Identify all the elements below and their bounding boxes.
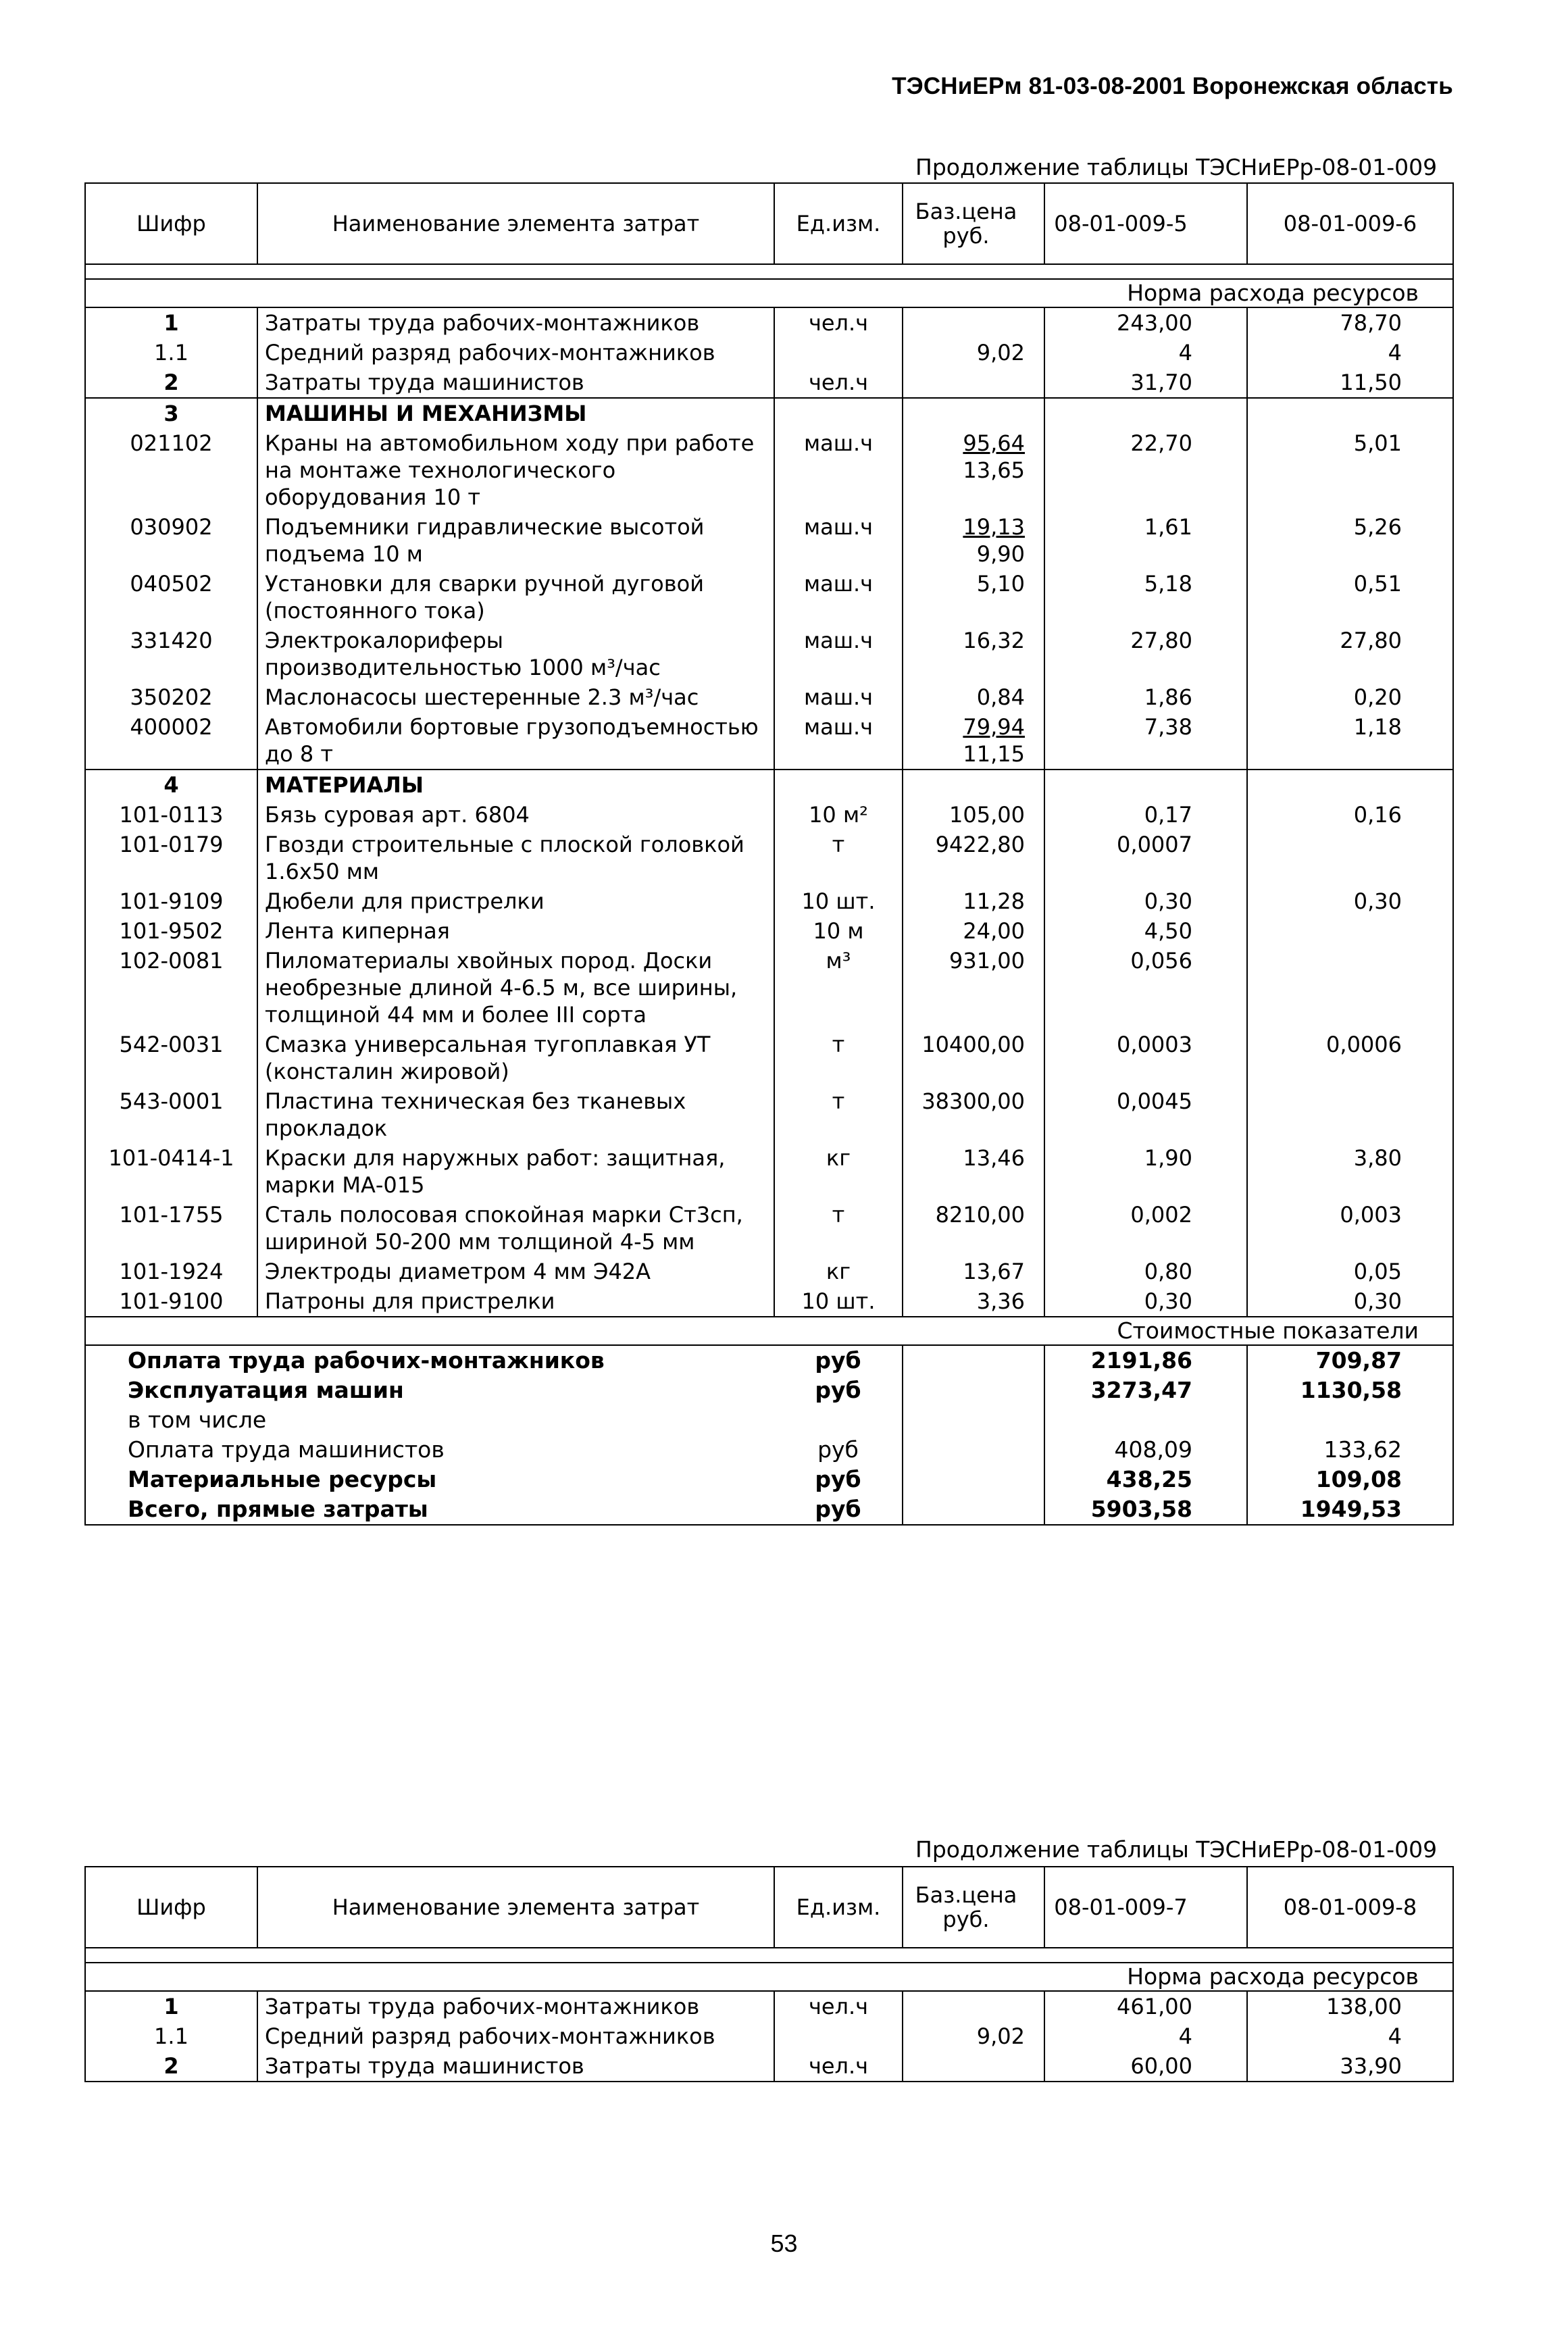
summary-spacer — [903, 1345, 1044, 1376]
summary-unit: руб — [817, 1436, 859, 1463]
norm-value-1: 0,056 — [1044, 946, 1247, 1030]
column-header-unit: Ед.изм. — [774, 1867, 903, 1948]
resource-norms-table-1 — [84, 182, 1454, 1526]
column-header-name: Наименование элемента затрат — [257, 1867, 774, 1948]
resource-name: Установки для сварки ручной дуговой (постоянного тока) — [257, 569, 774, 626]
norm-value-2: 5,26 — [1353, 514, 1402, 540]
norm-label: Норма расхода ресурсов — [85, 1963, 1453, 1991]
resource-name: Патроны для пристрелки — [257, 1286, 774, 1317]
norm-value-1 — [1044, 770, 1247, 800]
resource-unit: маш.ч — [774, 428, 903, 512]
base-price — [903, 1143, 1044, 1200]
norm-label-row — [85, 279, 1453, 307]
spacer-cell — [85, 264, 257, 279]
summary-row — [85, 1494, 1453, 1525]
base-price — [903, 712, 1044, 770]
spacer-cell — [903, 264, 1044, 279]
norm-value-2 — [1247, 398, 1453, 428]
resource-name: Затраты труда рабочих-монтажников — [257, 307, 774, 338]
resource-code: 1 — [85, 307, 257, 338]
norm-value-1: 1,86 — [1044, 682, 1247, 712]
norm-value-2: 0,05 — [1353, 1259, 1402, 1284]
base-price-value: 13,46 — [963, 1145, 1025, 1171]
norm-value-1: 0,80 — [1044, 1257, 1247, 1286]
norm-value-2: 0,003 — [1340, 1202, 1402, 1228]
summary-value-2: 1130,58 — [1300, 1377, 1402, 1403]
resource-name: МАШИНЫ И МЕХАНИЗМЫ — [257, 398, 774, 428]
norm-value-2 — [1247, 770, 1453, 800]
table-row — [85, 1200, 1453, 1257]
document-title: ТЭСНиЕРм 81-03-08-2001 Воронежская область — [892, 73, 1453, 99]
table-row — [85, 338, 1453, 368]
summary-label: Эксплуатация машин — [128, 1377, 404, 1403]
resource-code: 101-0414-1 — [85, 1143, 257, 1200]
table-row — [85, 1257, 1453, 1286]
resource-norms-table-2 — [84, 1866, 1454, 2082]
base-price-value: 79,94 — [963, 714, 1025, 740]
norm-value-1: 60,00 — [1044, 2051, 1247, 2082]
resource-unit: т — [774, 1200, 903, 1257]
resource-code: 1.1 — [85, 2021, 257, 2051]
column-header-code: Шифр — [85, 183, 257, 264]
base-price — [903, 626, 1044, 682]
base-price-value: 5,10 — [976, 571, 1025, 597]
base-price — [903, 682, 1044, 712]
resource-name: Гвозди строительные с плоской головкой 1.6x50 мм — [257, 830, 774, 886]
resource-name: Подъемники гидравлические высотой подъема 10 м — [257, 512, 774, 569]
summary-spacer — [903, 1435, 1044, 1465]
base-price-value: 0,84 — [976, 684, 1025, 710]
operator-wage-price: 9,90 — [976, 541, 1025, 567]
norm-value-2: 138,00 — [1326, 1994, 1402, 2019]
resource-unit: кг — [774, 1257, 903, 1286]
resource-unit: маш.ч — [774, 682, 903, 712]
resource-unit: маш.ч — [774, 712, 903, 770]
summary-value-1: 5903,58 — [1044, 1494, 1247, 1525]
resource-name: Затраты труда машинистов — [257, 368, 774, 398]
table-row — [85, 368, 1453, 398]
table-row — [85, 712, 1453, 770]
base-price — [903, 338, 1044, 368]
summary-value-1: 408,09 — [1044, 1435, 1247, 1465]
resource-unit: т — [774, 1086, 903, 1143]
resource-code: 400002 — [85, 712, 257, 770]
base-price — [903, 946, 1044, 1030]
page-number: 53 — [770, 2229, 798, 2257]
resource-name: Маслонасосы шестеренные 2.3 м³/час — [257, 682, 774, 712]
resource-name: Затраты труда машинистов — [257, 2051, 774, 2082]
resource-unit: м³ — [774, 946, 903, 1030]
norm-value-1: 0,17 — [1044, 800, 1247, 830]
resource-name: Средний разряд рабочих-монтажников — [257, 2021, 774, 2051]
norm-value-1: 1,90 — [1044, 1143, 1247, 1200]
resource-code: 101-9109 — [85, 886, 257, 916]
spacer-cell — [774, 1948, 903, 1963]
operator-wage-price: 13,65 — [963, 457, 1025, 483]
base-price — [903, 886, 1044, 916]
resource-code: 3 — [85, 398, 257, 428]
summary-unit: руб — [774, 1494, 903, 1525]
column-header-unit: Ед.изм. — [774, 183, 903, 264]
column-header-norm-1: 08-01-009-7 — [1044, 1867, 1247, 1948]
resource-code: 2 — [85, 2051, 257, 2082]
base-price-value: 95,64 — [963, 430, 1025, 456]
resource-unit: чел.ч — [774, 368, 903, 398]
spacer-cell — [85, 1948, 257, 1963]
resource-code: 1 — [85, 1991, 257, 2021]
summary-row — [85, 1465, 1453, 1494]
base-price — [903, 1991, 1044, 2021]
resource-unit: маш.ч — [774, 569, 903, 626]
norm-value-2: 0,30 — [1353, 1288, 1402, 1314]
base-price-value: 10400,00 — [921, 1032, 1025, 1057]
resource-code: 030902 — [85, 512, 257, 569]
resource-name: Дюбели для пристрелки — [257, 886, 774, 916]
norm-value-1: 461,00 — [1044, 1991, 1247, 2021]
summary-row — [85, 1376, 1453, 1405]
column-header-name: Наименование элемента затрат — [257, 183, 774, 264]
table-row — [85, 1030, 1453, 1086]
resource-code: 2 — [85, 368, 257, 398]
summary-row — [85, 1405, 1453, 1435]
table-row — [85, 800, 1453, 830]
summary-label: Материальные ресурсы — [128, 1466, 437, 1492]
resource-name: Бязь суровая арт. 6804 — [257, 800, 774, 830]
resource-unit — [774, 770, 903, 800]
resource-unit: чел.ч — [774, 2051, 903, 2082]
resource-code: 543-0001 — [85, 1086, 257, 1143]
base-price-value: 9422,80 — [935, 832, 1025, 857]
summary-label: Всего, прямые затраты — [85, 1494, 774, 1525]
resource-unit: чел.ч — [774, 307, 903, 338]
base-price — [903, 2051, 1044, 2082]
resource-code: 101-1755 — [85, 1200, 257, 1257]
summary-value-2 — [1247, 1405, 1453, 1435]
summary-label: Оплата труда рабочих-монтажников — [128, 1347, 605, 1374]
spacer-cell — [903, 1948, 1044, 1963]
norm-value-2: 3,80 — [1353, 1145, 1402, 1171]
norm-value-1: 31,70 — [1044, 368, 1247, 398]
spacer-row — [85, 264, 1453, 279]
summary-label: Оплата труда машинистов — [128, 1436, 445, 1463]
spacer-cell — [1044, 1948, 1247, 1963]
summary-spacer — [903, 1405, 1044, 1435]
resource-code: 331420 — [85, 626, 257, 682]
cost-label-row — [85, 1317, 1453, 1345]
base-price — [903, 1257, 1044, 1286]
column-header-base-price: Баз.цена руб. — [903, 1867, 1044, 1948]
summary-unit: руб — [815, 1347, 861, 1374]
base-price-value: 3,36 — [976, 1288, 1025, 1314]
spacer-cell — [1044, 264, 1247, 279]
spacer-cell — [774, 264, 903, 279]
resource-code: 4 — [85, 770, 257, 800]
table-row — [85, 916, 1453, 946]
table-row — [85, 2051, 1453, 2082]
resource-code: 102-0081 — [85, 946, 257, 1030]
base-price-value: 105,00 — [949, 802, 1025, 828]
norm-value-1: 5,18 — [1044, 569, 1247, 626]
column-header-norm-2: 08-01-009-6 — [1247, 183, 1453, 264]
summary-value-1: 438,25 — [1044, 1465, 1247, 1494]
resource-name: Электроды диаметром 4 мм Э42А — [257, 1257, 774, 1286]
resource-code: 350202 — [85, 682, 257, 712]
base-price — [903, 916, 1044, 946]
summary-spacer — [903, 1465, 1044, 1494]
resource-code: 101-0113 — [85, 800, 257, 830]
resource-code: 101-0179 — [85, 830, 257, 886]
resource-code: 021102 — [85, 428, 257, 512]
table-row — [85, 1991, 1453, 2021]
resource-unit: 10 м — [774, 916, 903, 946]
resource-unit: 10 шт. — [774, 1286, 903, 1317]
table2-continuation-caption: Продолжение таблицы ТЭСНиЕРр-08-01-009 — [915, 1836, 1438, 1863]
table-row — [85, 428, 1453, 512]
table-row — [85, 512, 1453, 569]
table-row — [85, 830, 1453, 886]
norm-value-1: 1,61 — [1044, 512, 1247, 569]
spacer-cell — [257, 1948, 774, 1963]
norm-value-1: 4,50 — [1044, 916, 1247, 946]
resource-name: Краски для наружных работ: защитная, марки МА-015 — [257, 1143, 774, 1200]
table-row — [85, 2021, 1453, 2051]
resource-name: Сталь полосовая спокойная марки Ст3сп, шириной 50-200 мм толщиной 4-5 мм — [257, 1200, 774, 1257]
norm-value-1 — [1044, 398, 1247, 428]
norm-value-2: 0,16 — [1353, 802, 1402, 828]
resource-unit — [774, 2021, 903, 2051]
summary-value-2: 109,08 — [1315, 1466, 1402, 1492]
table-row — [85, 569, 1453, 626]
resource-unit: кг — [774, 1143, 903, 1200]
resource-code: 101-1924 — [85, 1257, 257, 1286]
column-header-code: Шифр — [85, 1867, 257, 1948]
spacer-cell — [257, 264, 774, 279]
norm-value-2 — [1247, 916, 1453, 946]
base-price-value: 9,02 — [976, 340, 1025, 366]
resource-name: Лента киперная — [257, 916, 774, 946]
resource-code: 040502 — [85, 569, 257, 626]
resource-unit: 10 шт. — [774, 886, 903, 916]
norm-value-1: 7,38 — [1044, 712, 1247, 770]
resource-code: 101-9100 — [85, 1286, 257, 1317]
norm-value-2: 4 — [1388, 2023, 1402, 2049]
base-price-value: 13,67 — [963, 1259, 1025, 1284]
norm-value-1: 0,0007 — [1044, 830, 1247, 886]
norm-value-1: 0,30 — [1044, 1286, 1247, 1317]
spacer-cell — [1247, 1948, 1453, 1963]
base-price — [903, 428, 1044, 512]
table-header-row — [85, 183, 1453, 264]
table-header-row — [85, 1867, 1453, 1948]
base-price — [903, 512, 1044, 569]
resource-code: 101-9502 — [85, 916, 257, 946]
norm-value-1: 27,80 — [1044, 626, 1247, 682]
base-price — [903, 368, 1044, 398]
table-row — [85, 886, 1453, 916]
resource-name: Пиломатериалы хвойных пород. Доски необрезные длиной 4-6.5 м, все ширины, толщиной 44 мм и более III сорта — [257, 946, 774, 1030]
summary-value-2: 709,87 — [1315, 1347, 1402, 1374]
table-row — [85, 626, 1453, 682]
spacer-row — [85, 1948, 1453, 1963]
resource-name: Электрокалориферы производительностью 1000 м³/час — [257, 626, 774, 682]
table-row — [85, 682, 1453, 712]
base-price-value: 931,00 — [949, 948, 1025, 974]
operator-wage-price: 11,15 — [963, 741, 1025, 767]
norm-value-2: 0,20 — [1353, 684, 1402, 710]
norm-value-1: 0,0045 — [1044, 1086, 1247, 1143]
norm-value-2: 11,50 — [1247, 368, 1453, 398]
norm-value-1: 4 — [1044, 2021, 1247, 2051]
base-price — [903, 307, 1044, 338]
norm-value-2: 0,30 — [1353, 888, 1402, 914]
norm-value-2: 4 — [1388, 340, 1402, 366]
norm-value-2: 0,0006 — [1326, 1032, 1402, 1057]
norm-value-2: 0,51 — [1353, 571, 1402, 597]
summary-unit — [774, 1405, 903, 1435]
resource-code: 542-0031 — [85, 1030, 257, 1086]
resource-code: 1.1 — [85, 338, 257, 368]
base-price — [903, 770, 1044, 800]
resource-unit: маш.ч — [774, 512, 903, 569]
resource-unit: маш.ч — [774, 626, 903, 682]
resource-name: Автомобили бортовые грузоподъемностью до 8 т — [257, 712, 774, 770]
base-price — [903, 830, 1044, 886]
resource-unit: чел.ч — [774, 1991, 903, 2021]
resource-name: МАТЕРИАЛЫ — [257, 770, 774, 800]
section-row — [85, 770, 1453, 800]
norm-value-1: 0,30 — [1044, 886, 1247, 916]
resource-name: Средний разряд рабочих-монтажников — [257, 338, 774, 368]
base-price — [903, 1286, 1044, 1317]
base-price — [903, 569, 1044, 626]
table-row — [85, 307, 1453, 338]
resource-unit: т — [774, 1030, 903, 1086]
base-price — [903, 2021, 1044, 2051]
norm-value-1: 0,002 — [1044, 1200, 1247, 1257]
resource-unit — [774, 338, 903, 368]
base-price-value: 16,32 — [963, 628, 1025, 653]
summary-label: в том числе — [128, 1407, 267, 1433]
norm-value-2: 78,70 — [1340, 310, 1402, 336]
norm-value-1: 243,00 — [1044, 307, 1247, 338]
section-row — [85, 398, 1453, 428]
summary-row — [85, 1345, 1453, 1376]
norm-value-1: 22,70 — [1044, 428, 1247, 512]
base-price — [903, 398, 1044, 428]
base-price-value: 9,02 — [976, 2023, 1025, 2049]
resource-name: Смазка универсальная тугоплавкая УТ (консталин жировой) — [257, 1030, 774, 1086]
summary-value-1 — [1044, 1405, 1247, 1435]
base-price — [903, 1086, 1044, 1143]
spacer-cell — [1247, 264, 1453, 279]
resource-unit: 10 м² — [774, 800, 903, 830]
norm-label-row — [85, 1963, 1453, 1991]
column-header-norm-1: 08-01-009-5 — [1044, 183, 1247, 264]
table-row — [85, 946, 1453, 1030]
column-header-norm-2: 08-01-009-8 — [1247, 1867, 1453, 1948]
summary-unit: руб — [815, 1466, 861, 1492]
resource-unit — [774, 398, 903, 428]
norm-value-1: 4 — [1044, 338, 1247, 368]
base-price — [903, 800, 1044, 830]
norm-value-2: 5,01 — [1353, 430, 1402, 456]
summary-value-2: 133,62 — [1323, 1436, 1402, 1463]
resource-unit: т — [774, 830, 903, 886]
column-header-base-price: Баз.цена руб. — [903, 183, 1044, 264]
summary-row — [85, 1435, 1453, 1465]
norm-label: Норма расхода ресурсов — [85, 279, 1453, 307]
norm-value-2 — [1247, 946, 1453, 1030]
base-price — [903, 1200, 1044, 1257]
norm-value-2 — [1247, 1086, 1453, 1143]
base-price-value: 38300,00 — [921, 1088, 1025, 1114]
norm-value-2: 27,80 — [1340, 628, 1402, 653]
summary-value-1: 3273,47 — [1044, 1376, 1247, 1405]
table1-continuation-caption: Продолжение таблицы ТЭСНиЕРр-08-01-009 — [915, 154, 1438, 180]
table-row — [85, 1086, 1453, 1143]
cost-indicators-label: Стоимостные показатели — [85, 1317, 1453, 1345]
resource-name: Пластина техническая без тканевых прокладок — [257, 1086, 774, 1143]
summary-value-2: 1949,53 — [1247, 1494, 1453, 1525]
resource-name: Затраты труда рабочих-монтажников — [257, 1991, 774, 2021]
base-price-value: 11,28 — [963, 888, 1025, 914]
base-price-value: 19,13 — [963, 514, 1025, 540]
resource-name: Краны на автомобильном ходу при работе на монтаже технологического оборудования 10 т — [257, 428, 774, 512]
table-row — [85, 1143, 1453, 1200]
summary-spacer — [903, 1494, 1044, 1525]
base-price-value: 8210,00 — [935, 1202, 1025, 1228]
base-price-value: 24,00 — [963, 918, 1025, 944]
norm-value-2: 1,18 — [1247, 712, 1453, 770]
summary-value-1: 2191,86 — [1044, 1345, 1247, 1376]
norm-value-2 — [1247, 830, 1453, 886]
table-row — [85, 1286, 1453, 1317]
summary-unit: руб — [815, 1377, 861, 1403]
norm-value-2: 33,90 — [1340, 2053, 1402, 2079]
base-price — [903, 1030, 1044, 1086]
summary-spacer — [903, 1376, 1044, 1405]
norm-value-1: 0,0003 — [1044, 1030, 1247, 1086]
